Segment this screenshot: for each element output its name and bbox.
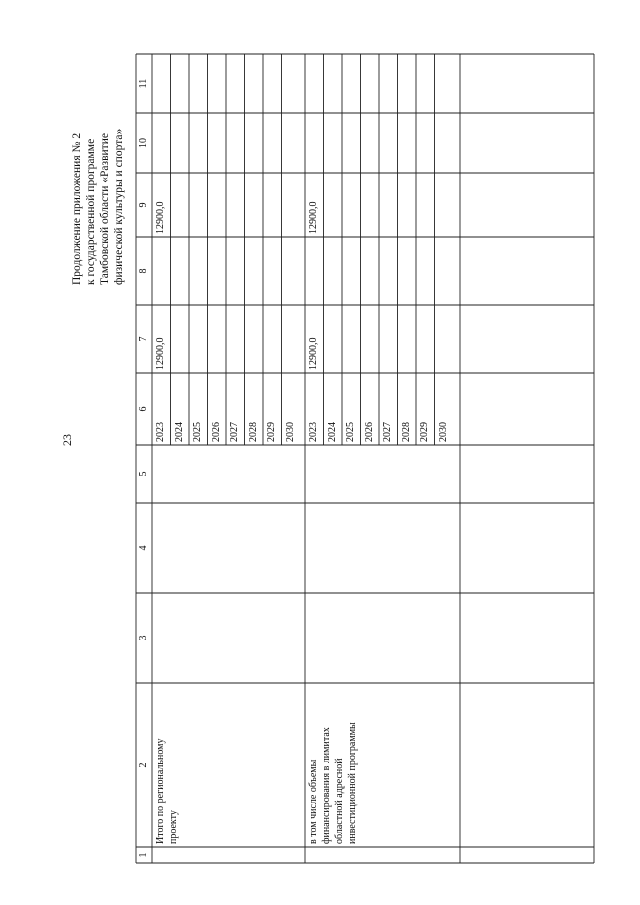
year-cell: 2029 [419,422,430,442]
year-cell: 2024 [173,422,185,442]
row-label: в том числе объемы финансирования в лимитах областной адресной инвестиционной программы [308,722,358,844]
year-cell: 2030 [284,422,296,442]
column-header-6: 6 [138,406,149,412]
column-9-value: 12900,0 [155,201,166,234]
year-cell: 2026 [363,422,375,442]
year-cell: 2027 [382,422,393,442]
column-7-value: 12900,0 [155,337,166,370]
row-label: Итого по региональному проекту [155,738,179,844]
year-cell: 2027 [229,422,240,442]
caption-line-4: физической культуры и спорта» [113,128,125,285]
year-cell: 2026 [210,422,222,442]
year-cell: 2028 [247,422,259,442]
column-header-11: 11 [138,78,149,89]
caption-line-1: Продолжение приложения № 2 [71,132,83,285]
year-cell: 2030 [437,422,449,442]
column-9-value: 12900,0 [308,201,319,234]
column-header-9: 9 [138,202,149,208]
column-header-3: 3 [138,635,149,641]
year-cell: 2029 [266,422,277,442]
year-cell: 2025 [345,422,356,442]
column-header-2: 2 [138,762,149,768]
column-header-7: 7 [138,336,149,342]
column-header-5: 5 [138,471,149,477]
caption-line-3: Тамбовской области «Развитие [99,133,111,285]
caption-line-2: к государственной программе [85,138,97,285]
year-cell: 2028 [400,422,412,442]
year-cell: 2023 [155,422,166,442]
year-cell: 2025 [192,422,203,442]
column-header-1: 1 [138,852,149,858]
column-header-8: 8 [138,268,149,274]
year-cell: 2023 [308,422,319,442]
column-header-10: 10 [138,138,149,148]
column-7-value: 12900,0 [308,337,319,370]
column-header-4: 4 [138,545,149,551]
year-cell: 2024 [326,422,338,442]
page-number: 23 [60,434,74,446]
